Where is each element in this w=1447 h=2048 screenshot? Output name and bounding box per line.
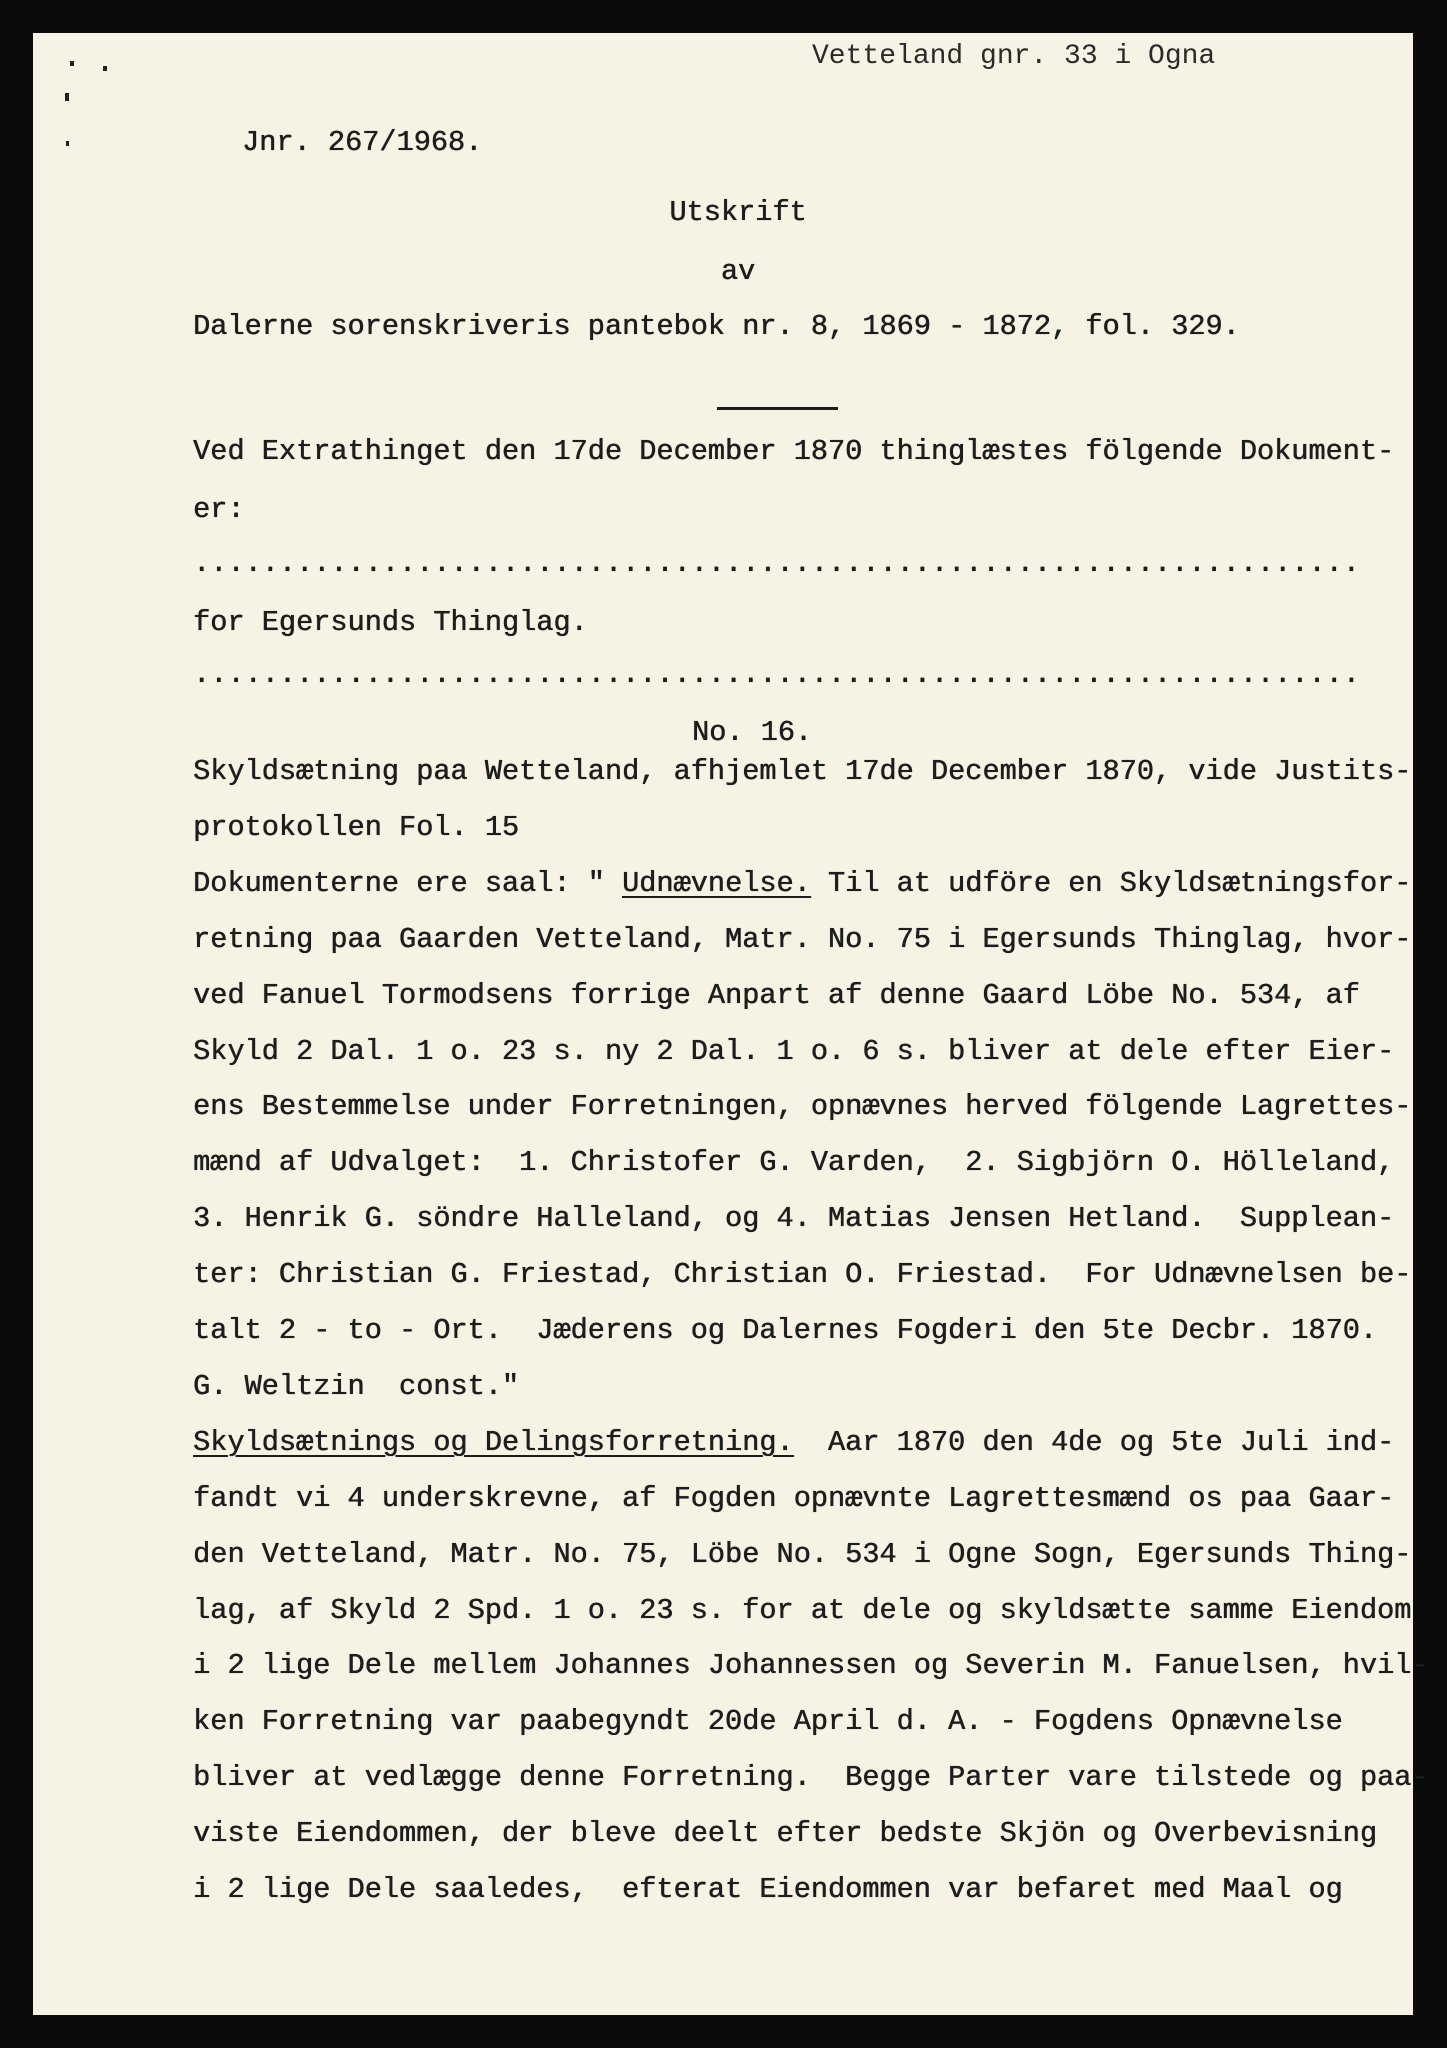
body-line: [193, 1874, 1343, 1906]
body-text: Dokumenterne ere saal: ": [193, 866, 622, 900]
entry-number: No. 16.: [691, 716, 813, 749]
body-line: [193, 1595, 1411, 1627]
document-page: [33, 33, 1429, 2015]
body-text: i 2 lige Dele saaledes, efterat Eiendommen var befaret med Maal og: [193, 1873, 1343, 1906]
body-line: [193, 1091, 1411, 1123]
divider-rule: [717, 407, 838, 410]
body-line: [193, 1259, 1411, 1291]
body-text: i 2 lige Dele mellem Johannes Johannessen og Severin M. Fanuelsen, hvil-: [193, 1649, 1429, 1683]
body-text: 3. Henrik G. söndre Halleland, og 4. Matias Jensen Hetland. Supplean-: [193, 1202, 1395, 1236]
body-line: [193, 1650, 1428, 1682]
body-text: Skyldsætning paa Wetteland, afhjemlet 17de December 1870, vide Justits-: [193, 755, 1412, 788]
body-text: ter: Christian G. Friestad, Christian O. Friestad. For Udnævnelsen be-: [193, 1258, 1412, 1292]
body-line: [193, 1762, 1428, 1794]
dotted-separator: ....................................................................: [193, 547, 1360, 580]
margin-mark: [66, 141, 69, 146]
body-text: retning paa Gaarden Vetteland, Matr. No. 75 i Egersunds Thinglag, hvor-: [193, 922, 1412, 956]
body-text: fandt vi 4 underskrevne, af Fogden opnævnte Lagrettesmænd os paa Gaar-: [193, 1481, 1395, 1515]
underlined-heading: Udnævnelse.: [621, 866, 811, 900]
body-text: lag, af Skyld 2 Spd. 1 o. 23 s. for at dele og skyldsætte samme Eiendom: [193, 1593, 1412, 1627]
body-text: Aar 1870 den 4de og 5te Juli ind-: [793, 1425, 1395, 1459]
body-line: [193, 1371, 519, 1403]
body-line: [193, 1203, 1394, 1235]
body-text: ken Forretning var paabegyndt 20de April d. A. - Fogdens Opnævnelse: [193, 1705, 1343, 1739]
intro-line: er:: [193, 493, 245, 526]
body-line: [193, 1427, 1394, 1459]
body-text: bliver at vedlægge denne Forretning. Begge Parter vare tilstede og paa-: [193, 1761, 1429, 1795]
margin-mark: [103, 66, 107, 71]
body-text: talt 2 - to - Ort. Jæderens og Dalernes Fogderi den 5te Decbr. 1870.: [193, 1314, 1377, 1347]
intro-line: Ved Extrathinget den 17de December 1870 thinglæstes fölgende Dokument-: [193, 435, 1395, 468]
archive-reference: Vetteland gnr. 33 i Ogna: [812, 41, 1216, 72]
body-text: viste Eiendommen, der bleve deelt efter bedste Skjön og Overbevisning: [193, 1817, 1377, 1851]
body-text: den Vetteland, Matr. No. 75, Löbe No. 534 i Ogne Sogn, Egersunds Thing-: [193, 1537, 1412, 1571]
body-line: [193, 868, 1411, 900]
section-heading: for Egersunds Thinglag.: [193, 606, 588, 639]
body-line: [193, 1315, 1377, 1347]
margin-mark: [70, 61, 74, 66]
dotted-separator: ....................................................................: [193, 658, 1360, 691]
body-line: [193, 812, 519, 844]
title-utskrift: Utskrift: [669, 196, 807, 229]
body-line: [193, 1706, 1343, 1738]
title-source: Dalerne sorenskriveris pantebok nr. 8, 1869 - 1872, fol. 329.: [193, 310, 1240, 343]
title-av: av: [720, 255, 756, 288]
body-line: [193, 756, 1411, 788]
body-line: [193, 924, 1411, 956]
body-text: ved Fanuel Tormodsens forrige Anpart af denne Gaard Löbe No. 534, af: [193, 978, 1360, 1012]
body-text: protokollen Fol. 15: [193, 810, 520, 844]
body-text: ens Bestemmelse under Forretningen, opnævnes herved fölgende Lagrettes-: [193, 1090, 1412, 1124]
body-text: G. Weltzin const.": [193, 1369, 520, 1403]
body-line: [193, 980, 1360, 1012]
body-line: [193, 1539, 1411, 1571]
margin-mark: [65, 93, 69, 101]
body-line: [193, 1483, 1394, 1515]
body-text: mænd af Udvalget: 1. Christofer G. Varden, 2. Sigbjörn O. Hölleland,: [193, 1146, 1395, 1180]
body-line: [193, 1147, 1394, 1179]
body-text: Skyld 2 Dal. 1 o. 23 s. ny 2 Dal. 1 o. 6 s. bliver at dele efter Eier-: [193, 1034, 1395, 1068]
underlined-heading: Skyldsætnings og Delingsforretning.: [193, 1425, 794, 1459]
body-line: [193, 1036, 1394, 1068]
body-line: [193, 1818, 1377, 1850]
journal-number: Jnr. 267/1968.: [242, 126, 483, 159]
body-text: Til at udföre en Skyldsætningsfor-: [810, 866, 1412, 900]
